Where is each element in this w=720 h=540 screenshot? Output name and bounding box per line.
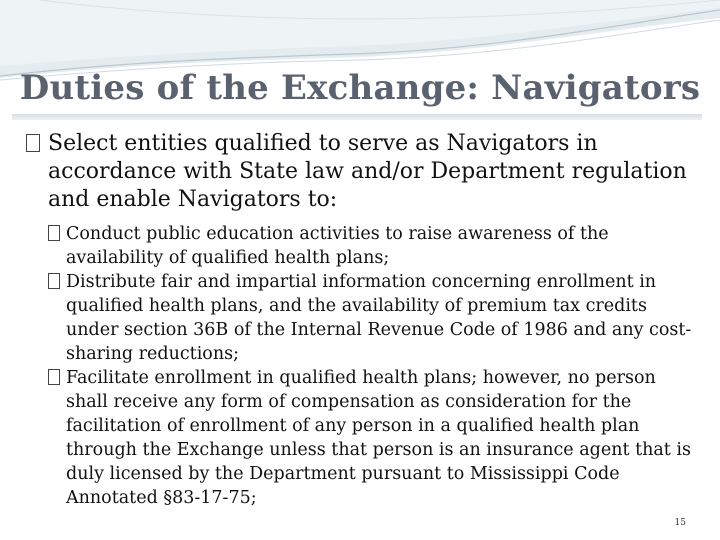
bullet-box-icon (48, 369, 60, 385)
main-bullet (26, 130, 698, 214)
slide-content (26, 130, 698, 510)
sub-bullet-text: Facilitate enrollment in qualified health plans; however, no person shall receive any form of compensation as consideration for the facilitation of enrollment of any person in a qualified health plan through the Exchange unless that person is an insurance agent that is duly licensed by the Department pursuant to Mississippi Code Annotated §83-17-75; (66, 368, 691, 508)
title-divider (12, 114, 702, 120)
sub-bullet (48, 366, 698, 510)
page-title: Duties of the Exchange: Navigators (19, 68, 701, 108)
sub-bullet (48, 222, 698, 270)
sub-bullet-text: Conduct public education activities to raise awareness of the availability of qualified health plans; (66, 224, 609, 268)
main-bullet-text: Select entities qualified to serve as Navigators in accordance with State law and/or Department regulation and enable Navigators to: (48, 131, 687, 212)
bullet-box-icon (48, 273, 60, 289)
bullet-box-icon (48, 225, 60, 241)
sub-bullet-list (48, 222, 698, 510)
bullet-box-icon (26, 134, 40, 152)
sub-bullet-text: Distribute fair and impartial information concerning enrollment in qualified health plans, and the availability of premium tax credits under section 36B of the Internal Revenue Code of 1986 and any cost-sharing reductions; (66, 272, 692, 364)
page-number: 15 (674, 518, 686, 528)
sub-bullet (48, 270, 698, 366)
